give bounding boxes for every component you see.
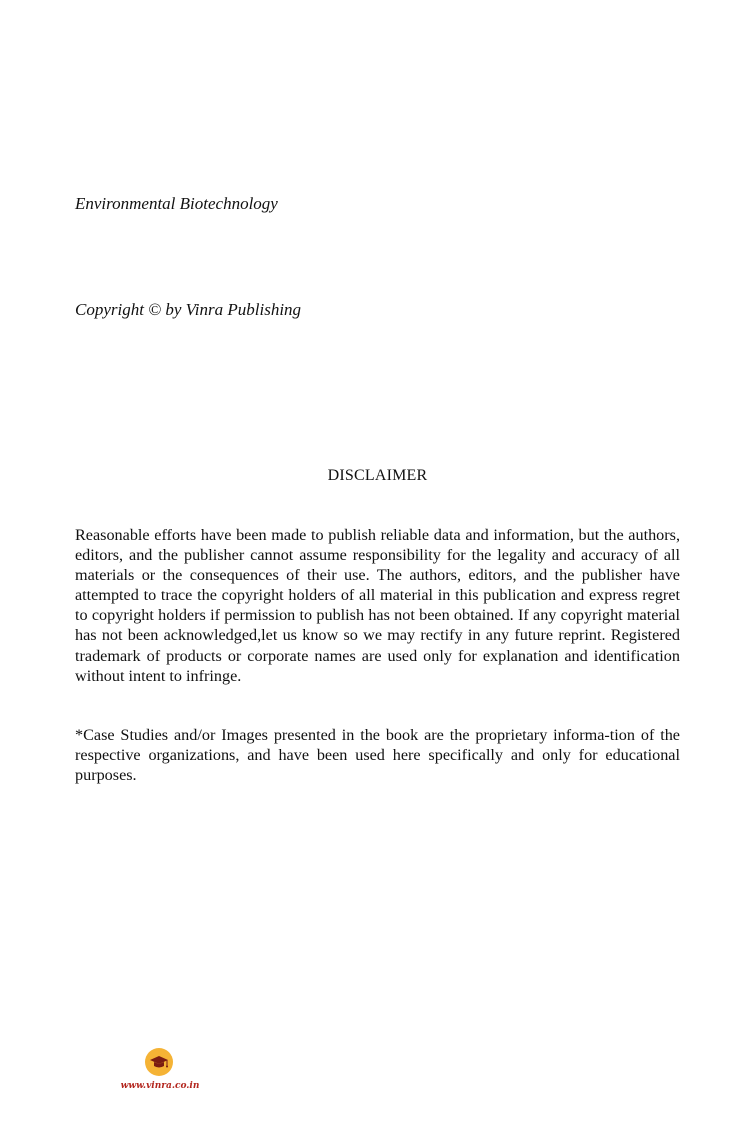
graduation-cap-logo-icon — [144, 1047, 174, 1077]
case-studies-note: *Case Studies and/or Images presented in the book are the proprietary informa-tion of the respective organizations, and have been used here specifically and only for educational purposes. — [75, 726, 680, 785]
website-link[interactable]: www.vinra.co.in — [120, 1081, 200, 1091]
copyright-notice: Copyright © by Vinra Publishing — [75, 300, 302, 319]
disclaimer-heading: DISCLAIMER — [327, 467, 428, 484]
disclaimer-paragraph: Reasonable efforts have been made to publish reliable data and information, but the authors, editors, and the publisher cannot assume responsibility for the legality and accuracy of all materials or the consequences of their use. The authors, editors, and the publisher have attempted to trace the copyright holders of all material in this publication and express regret to copyright holders if permission to publish has not been obtained. If any copyright material has not been acknowledged,let us know so we may rectify in any future reprint. Registered trademark of products or corporate names are used only for explanation and identification without intent to infringe. — [75, 526, 680, 685]
book-title: Environmental Biotechnology — [75, 194, 278, 213]
